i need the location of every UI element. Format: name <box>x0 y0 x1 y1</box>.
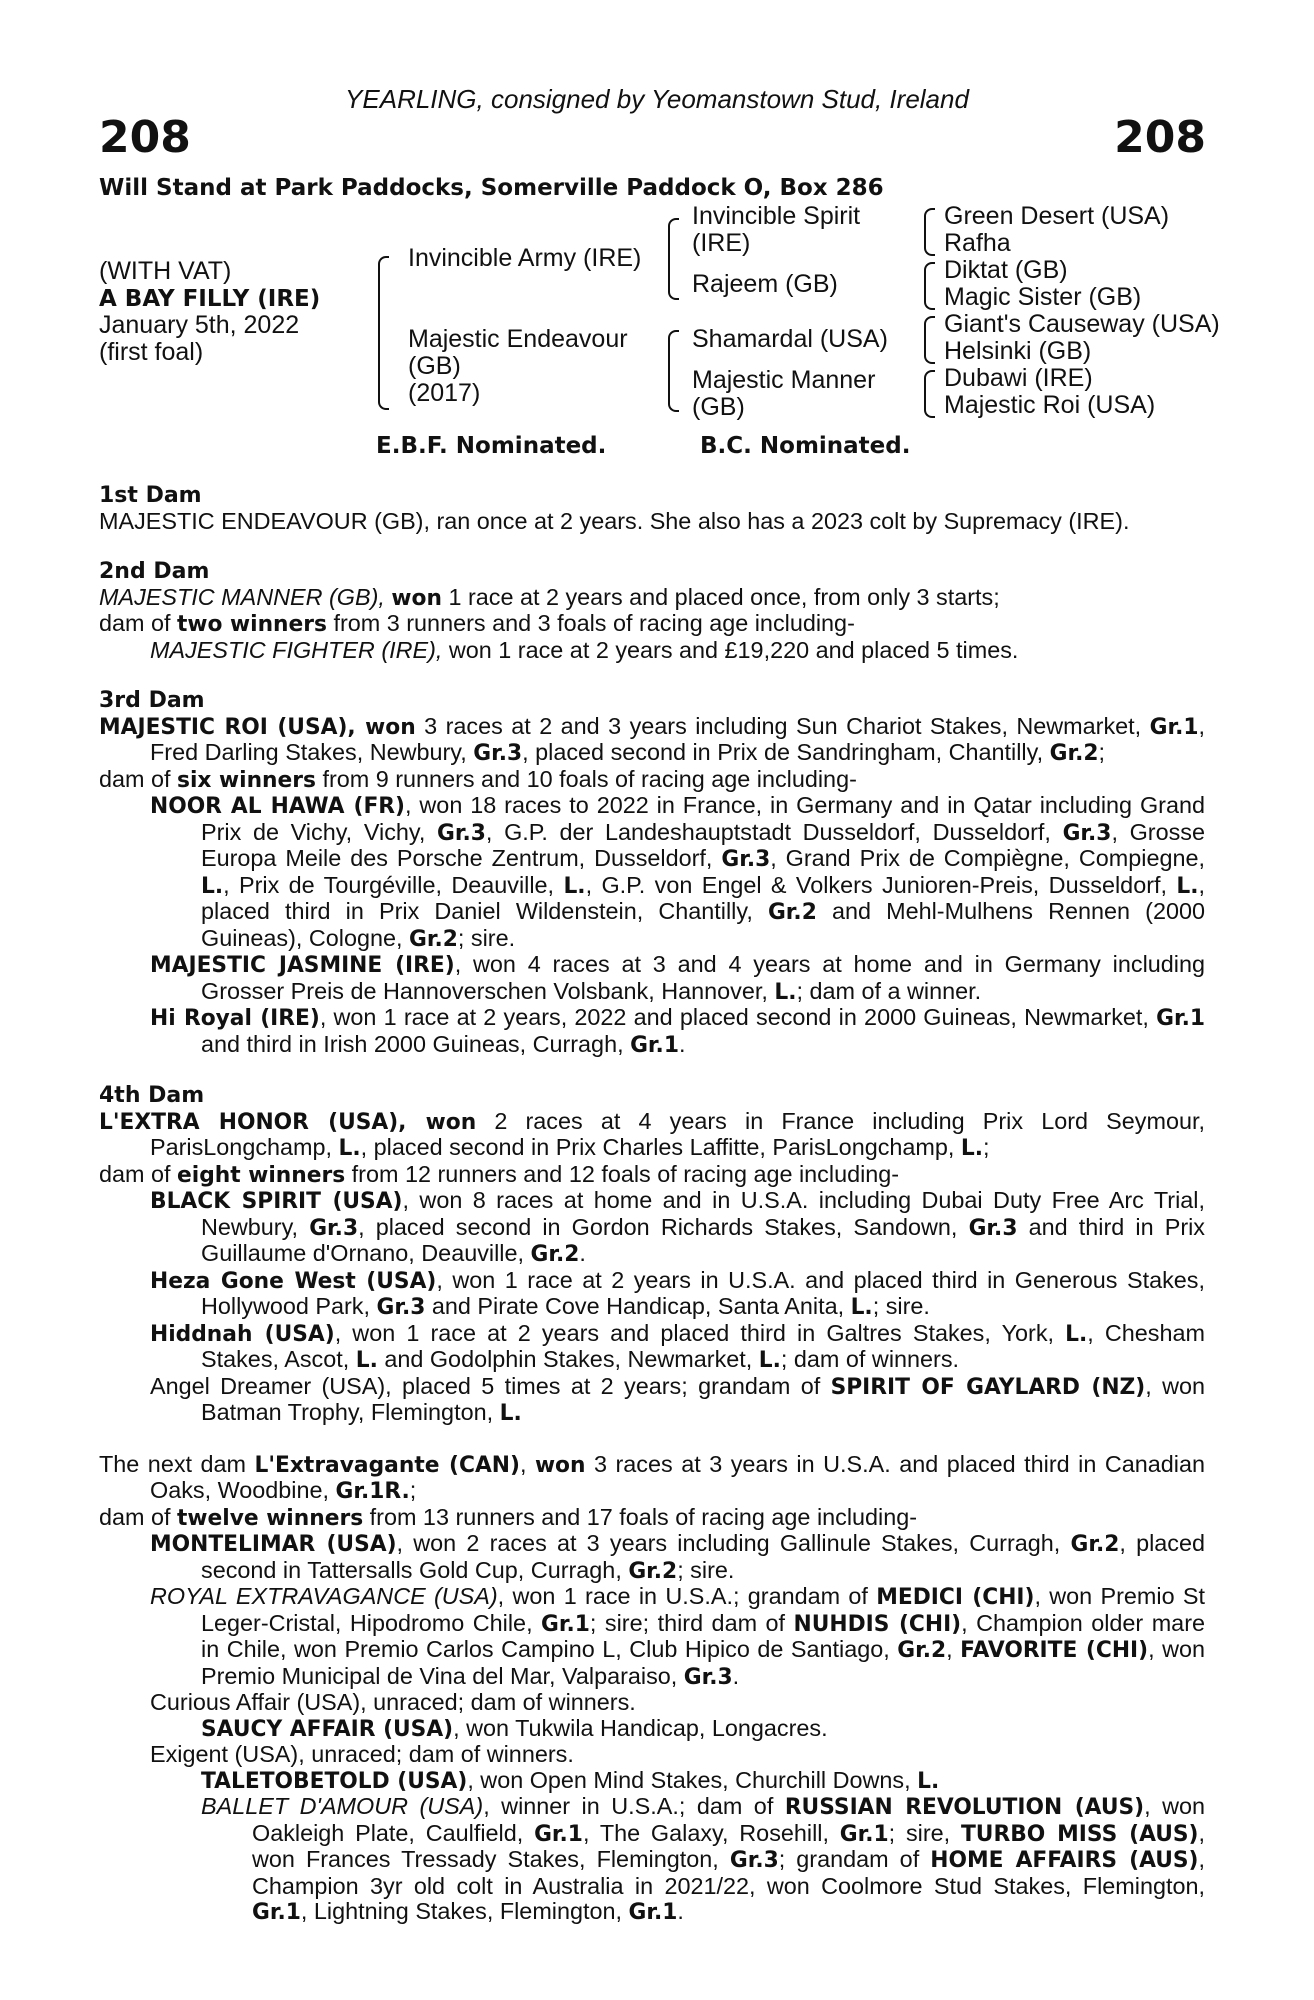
first-dam-text: MAJESTIC ENDEAVOUR (GB), ran once at 2 years. She also has a 2023 colt by Supremacy (IRE). <box>99 507 1130 534</box>
dam-dam-line-1: Majestic Manner <box>692 366 876 394</box>
third-dam-paragraph: MAJESTIC JASMINE (IRE), won 4 races at 3 and 4 years at home and in Germany including Grosser Preis de Hannoverschen Volsbank, Hannover, L.; dam of a winner. <box>150 951 1205 1005</box>
lot-number-right: 208 <box>1114 112 1206 163</box>
section-title-1st-dam: 1st Dam <box>99 483 202 508</box>
consignment-header: YEARLING, consigned by Yeomanstown Stud, Ireland <box>345 84 969 114</box>
bc-nominated: B.C. Nominated. <box>700 433 911 459</box>
sire-sire-line-2: (IRE) <box>692 229 751 257</box>
next-dam-paragraph: Curious Affair (USA), unraced; dam of winners. <box>150 1689 636 1715</box>
vat-note: (WITH VAT) <box>99 257 232 285</box>
next-dam-paragraph: SAUCY AFFAIR (USA), won Tukwila Handicap, Longacres. <box>201 1714 828 1742</box>
sire-sire-line-1: Invincible Spirit <box>692 202 861 230</box>
dam-line-1: Majestic Endeavour <box>408 325 628 353</box>
bracket-generation-1 <box>378 256 389 410</box>
ancestor-dsd: Helsinki (GB) <box>944 337 1092 365</box>
third-dam-paragraph: NOOR AL HAWA (FR), won 18 races to 2022 in France, in Germany and in Qatar including Grand Prix de Vichy, Vichy, Gr.3, G.P. der Landeshauptstadt Dusseldorf, Dusseldorf, Gr.3, Grosse Europa Meile des Porsche Zentrum, Dusseldorf, Gr.3, Grand Prix de Compiègne, Compiegne, L., Prix de Tourgéville, Deauville, L., G.P. von Engel & Volkers Junioren-Preis, Dusseldorf, L., placed third in Prix Daniel Wildenstein, Chantilly, Gr.2 and Mehl-Mulhens Rennen (2000 Guineas), Cologne, Gr.2; sire. <box>150 792 1205 952</box>
fourth-dam-block <box>99 1109 1205 1427</box>
bracket-ss <box>924 208 935 256</box>
bracket-sire <box>668 218 679 300</box>
third-dam-paragraph: dam of six winners from 9 runners and 10 foals of racing age including- <box>99 765 857 793</box>
section-title-3rd-dam: 3rd Dam <box>99 688 205 713</box>
next-dam-paragraph: MONTELIMAR (USA), won 2 races at 3 years including Gallinule Stakes, Curragh, Gr.2, placed second in Tattersalls Gold Cup, Curragh, Gr.2; sire. <box>150 1530 1205 1584</box>
ancestor-dss: Giant's Causeway (USA) <box>944 310 1220 338</box>
ebf-nominated: E.B.F. Nominated. <box>376 433 607 459</box>
fourth-dam-paragraph: dam of eight winners from 12 runners and 12 foals of racing age including- <box>99 1160 900 1188</box>
fourth-dam-paragraph: Hiddnah (USA), won 1 race at 2 years and placed third in Galtres Stakes, York, L., Chesham Stakes, Ascot, L. and Godolphin Stakes, Newmarket, L.; dam of winners. <box>150 1319 1205 1373</box>
third-dam-block <box>99 714 1205 1059</box>
second-dam-produce: dam of two winners from 3 runners and 3 foals of racing age including- <box>99 610 855 637</box>
dam-dam-line-2: (GB) <box>692 393 745 421</box>
next-dam-paragraph: Exigent (USA), unraced; dam of winners. <box>150 1741 574 1767</box>
sire-dam: Rajeem (GB) <box>692 270 838 298</box>
ancestor-sds: Diktat (GB) <box>944 256 1068 284</box>
third-dam-paragraph: MAJESTIC ROI (USA), won 3 races at 2 and 3 years including Sun Chariot Stakes, Newmarket, Gr.1, Fred Darling Stakes, Newbury, Gr.3, placed second in Prix de Sandringham, Chantilly, Gr.2; <box>99 712 1205 766</box>
second-dam-progeny: MAJESTIC FIGHTER (IRE), won 1 race at 2 years and £19,220 and placed 5 times. <box>150 636 1019 663</box>
fourth-dam-paragraph: Heza Gone West (USA), won 1 race at 2 years in U.S.A. and placed third in Generous Stakes, Hollywood Park, Gr.3 and Pirate Cove Handicap, Santa Anita, L.; sire. <box>150 1266 1205 1320</box>
next-dam-paragraph: TALETOBETOLD (USA), won Open Mind Stakes, Churchill Downs, L. <box>201 1766 940 1794</box>
ancestor-sdd: Magic Sister (GB) <box>944 283 1142 311</box>
next-dam-paragraph: dam of twelve winners from 13 runners and 17 foals of racing age including- <box>99 1503 918 1531</box>
bracket-dam <box>668 330 679 412</box>
section-title-2nd-dam: 2nd Dam <box>99 559 210 584</box>
fourth-dam-paragraph: BLACK SPIRIT (USA), won 8 races at home and in U.S.A. including Dubai Duty Free Arc Trial, Newbury, Gr.3, placed second in Gordon Richards Stakes, Sandown, Gr.3 and third in Prix Guillaume d'Ornano, Deauville, Gr.2. <box>150 1187 1206 1267</box>
dam-line-2: (GB) <box>408 352 461 380</box>
fourth-dam-paragraph: Angel Dreamer (USA), placed 5 times at 2 years; grandam of SPIRIT OF GAYLARD (NZ), won Batman Trophy, Flemington, L. <box>150 1372 1205 1426</box>
ancestor-sss: Green Desert (USA) <box>944 202 1170 230</box>
next-dam-paragraph: The next dam L'Extravagante (CAN), won 3 races at 3 years in U.S.A. and placed third in Canadian Oaks, Woodbine, Gr.1R.; <box>99 1450 1206 1504</box>
next-dam-paragraph: ROYAL EXTRAVAGANCE (USA), won 1 race in U.S.A.; grandam of MEDICI (CHI), won Premio St Leger-Cristal, Hipodromo Chile, Gr.1; sire; third dam of NUHDIS (CHI), Champion older mare in Chile, won Premio Carlos Campino L, Club Hipico de Santiago, Gr.2, FAVORITE (CHI), won Premio Municipal de Vina del Mar, Valparaiso, Gr.3. <box>150 1583 1205 1690</box>
sire: Invincible Army (IRE) <box>408 244 642 272</box>
stand-location: Will Stand at Park Paddocks, Somerville Paddock O, Box 286 <box>99 175 884 201</box>
ancestor-dds: Dubawi (IRE) <box>944 364 1093 392</box>
catalogue-body <box>99 483 1205 1926</box>
fourth-dam-paragraph: L'EXTRA HONOR (USA), won 2 races at 4 years in France including Prix Lord Seymour, ParisLongchamp, L., placed second in Prix Charles Laffitte, ParisLongchamp, L.; <box>99 1107 1205 1161</box>
dam-line-3: (2017) <box>408 379 481 407</box>
second-dam-text: MAJESTIC MANNER (GB), won 1 race at 2 years and placed once, from only 3 starts; <box>99 583 1000 611</box>
lot-name: A BAY FILLY (IRE) <box>99 286 321 312</box>
foaling-date: January 5th, 2022 <box>99 311 300 339</box>
ancestor-ssd: Rafha <box>944 229 1011 257</box>
bracket-dd <box>924 370 935 418</box>
ancestor-ddd: Majestic Roi (USA) <box>944 391 1156 419</box>
bracket-ds <box>924 316 935 364</box>
bracket-sd <box>924 262 935 310</box>
next-dam-paragraph: BALLET D'AMOUR (USA), winner in U.S.A.; dam of RUSSIAN REVOLUTION (AUS), won Oakleigh Plate, Caulfield, Gr.1, The Galaxy, Rosehill, Gr.1; sire, TURBO MISS (AUS), won Frances Tressady Stakes, Flemington, Gr.3; grandam of HOME AFFAIRS (AUS), Champion 3yr old colt in Australia in 2021/22, won Coolmore Stud Stakes, Flemington, Gr.1, Lightning Stakes, Flemington, Gr.1. <box>201 1793 1206 1925</box>
lot-number-left: 208 <box>99 112 191 163</box>
next-dam-block <box>99 1452 1205 1926</box>
dam-sire: Shamardal (USA) <box>692 325 888 353</box>
third-dam-paragraph: Hi Royal (IRE), won 1 race at 2 years, 2022 and placed second in 2000 Guineas, Newmarket, Gr.1 and third in Irish 2000 Guineas, Curragh, Gr.1. <box>150 1004 1205 1058</box>
second-dam-name: MAJESTIC MANNER (GB), <box>99 583 385 610</box>
section-title-4th-dam: 4th Dam <box>99 1083 205 1108</box>
foal-note: (first foal) <box>99 338 204 366</box>
